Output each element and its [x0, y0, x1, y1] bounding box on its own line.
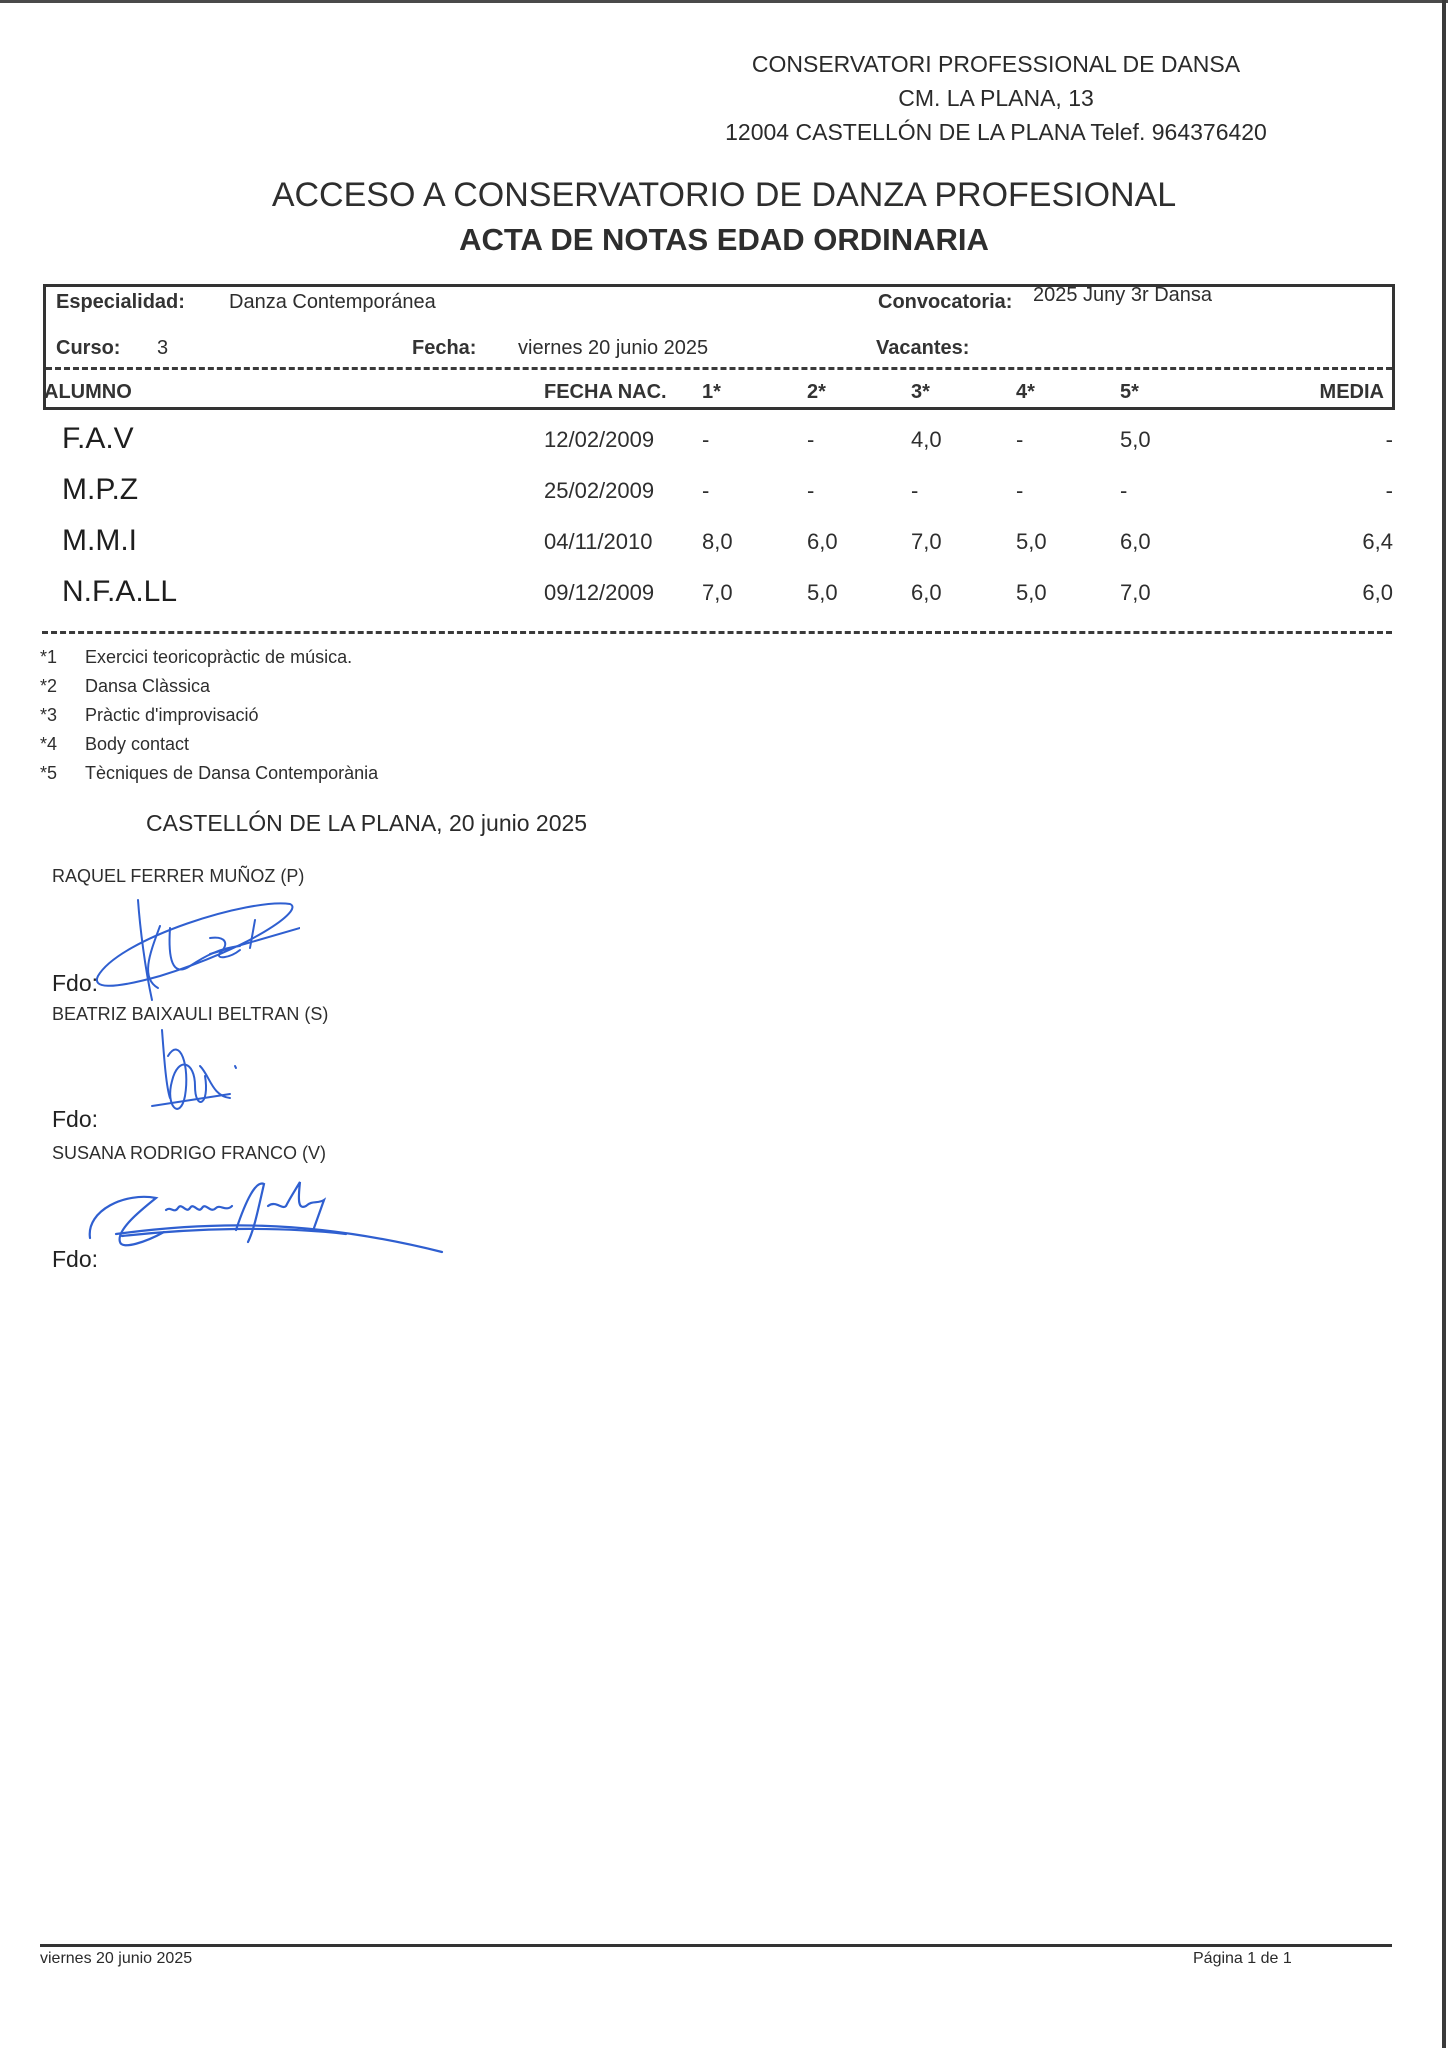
nota-1-cell: 7,0 — [702, 580, 733, 605]
footnote-key: *1 — [40, 647, 58, 667]
nota-5-cell: - — [1120, 478, 1128, 503]
vacantes-label: Vacantes: — [876, 337, 970, 359]
institution-name: CONSERVATORI PROFESSIONAL DE DANSA — [751, 51, 1241, 77]
footer-rule — [40, 1944, 1392, 1947]
footnote-text: Pràctic d'improvisació — [85, 705, 259, 725]
signatory-name: BEATRIZ BAIXAULI BELTRAN (S) — [52, 1004, 329, 1024]
signature-beatriz — [150, 1026, 250, 1126]
convocatoria-label: Convocatoria: — [878, 291, 1013, 313]
col-header-alumno: ALUMNO — [44, 381, 132, 403]
col-header-5: 5* — [1120, 381, 1139, 403]
fecha-value: viernes 20 junio 2025 — [518, 337, 709, 359]
header-divider — [46, 367, 1392, 370]
nota-3-cell: 7,0 — [911, 529, 942, 554]
col-header-media: MEDIA — [1319, 381, 1384, 403]
fecha-nac-cell: 12/02/2009 — [544, 427, 655, 452]
alumno-cell: F.A.V — [62, 422, 134, 455]
nota-2-cell: 5,0 — [807, 580, 838, 605]
footnote-text: Dansa Clàssica — [85, 676, 211, 696]
curso-value: 3 — [157, 337, 169, 359]
nota-2-cell: - — [807, 427, 815, 452]
footer-date: viernes 20 junio 2025 — [40, 1950, 193, 1967]
nota-5-cell: 5,0 — [1120, 427, 1151, 452]
footnote-key: *4 — [40, 734, 58, 754]
fecha-label: Fecha: — [412, 337, 477, 359]
footnote-key: *2 — [40, 676, 58, 696]
nota-4-cell: - — [1016, 478, 1024, 503]
nota-2-cell: - — [807, 478, 815, 503]
fecha-nac-cell: 09/12/2009 — [544, 580, 655, 605]
media-cell: - — [1385, 427, 1393, 452]
signatory-name: SUSANA RODRIGO FRANCO (V) — [52, 1143, 327, 1163]
nota-4-cell: - — [1016, 427, 1024, 452]
nota-3-cell: 4,0 — [911, 427, 942, 452]
signatory-name: RAQUEL FERRER MUÑOZ (P) — [52, 866, 305, 886]
col-header-1: 1* — [702, 381, 721, 403]
fdo-label: Fdo: — [52, 1246, 99, 1272]
media-cell: 6,0 — [1362, 580, 1393, 605]
footnote-text: Body contact — [85, 734, 190, 754]
col-header-3: 3* — [911, 381, 930, 403]
document-subtitle: ACTA DE NOTAS EDAD ORDINARIA — [459, 222, 989, 257]
especialidad-label: Especialidad: — [56, 291, 185, 313]
fecha-nac-cell: 04/11/2010 — [544, 529, 653, 554]
fdo-label: Fdo: — [52, 970, 99, 996]
institution-city-phone: 12004 CASTELLÓN DE LA PLANA Telef. 964376420 — [725, 119, 1267, 145]
nota-2-cell: 6,0 — [807, 529, 838, 554]
document-title: ACCESO A CONSERVATORIO DE DANZA PROFESIONAL — [271, 176, 1177, 214]
col-header-fecha-nac: FECHA NAC. — [544, 381, 667, 403]
signature-raquel — [90, 898, 300, 1008]
alumno-cell: N.F.A.LL — [62, 575, 178, 608]
alumno-cell: M.M.I — [62, 524, 137, 557]
alumno-cell: M.P.Z — [62, 473, 139, 506]
nota-5-cell: 7,0 — [1120, 580, 1151, 605]
nota-3-cell: - — [911, 478, 919, 503]
scan-edge-right — [1442, 0, 1446, 2048]
footnote-key: *3 — [40, 705, 58, 725]
col-header-4: 4* — [1016, 381, 1035, 403]
nota-4-cell: 5,0 — [1016, 529, 1047, 554]
fdo-label: Fdo: — [52, 1106, 99, 1132]
nota-5-cell: 6,0 — [1120, 529, 1151, 554]
nota-1-cell: - — [702, 478, 710, 503]
place-date: CASTELLÓN DE LA PLANA, 20 junio 2025 — [146, 810, 588, 836]
table-bottom-divider — [42, 631, 1392, 634]
col-header-2: 2* — [807, 381, 826, 403]
nota-1-cell: - — [702, 427, 710, 452]
nota-3-cell: 6,0 — [911, 580, 942, 605]
institution-address: CM. LA PLANA, 13 — [898, 85, 1094, 111]
footnote-text: Exercici teoricopràctic de música. — [85, 647, 353, 667]
signature-susana — [86, 1170, 446, 1260]
media-cell: 6,4 — [1362, 529, 1393, 554]
footnote-key: *5 — [40, 763, 58, 783]
nota-4-cell: 5,0 — [1016, 580, 1047, 605]
scan-edge-top — [0, 0, 1448, 3]
footer-page-number: Página 1 de 1 — [1193, 1950, 1292, 1967]
media-cell: - — [1385, 478, 1393, 503]
nota-1-cell: 8,0 — [702, 529, 733, 554]
footnote-text: Tècniques de Dansa Contemporània — [85, 763, 379, 783]
convocatoria-value: 2025 Juny 3r Dansa — [1033, 284, 1213, 306]
fecha-nac-cell: 25/02/2009 — [544, 478, 655, 503]
especialidad-value: Danza Contemporánea — [229, 291, 436, 313]
curso-label: Curso: — [56, 337, 121, 359]
